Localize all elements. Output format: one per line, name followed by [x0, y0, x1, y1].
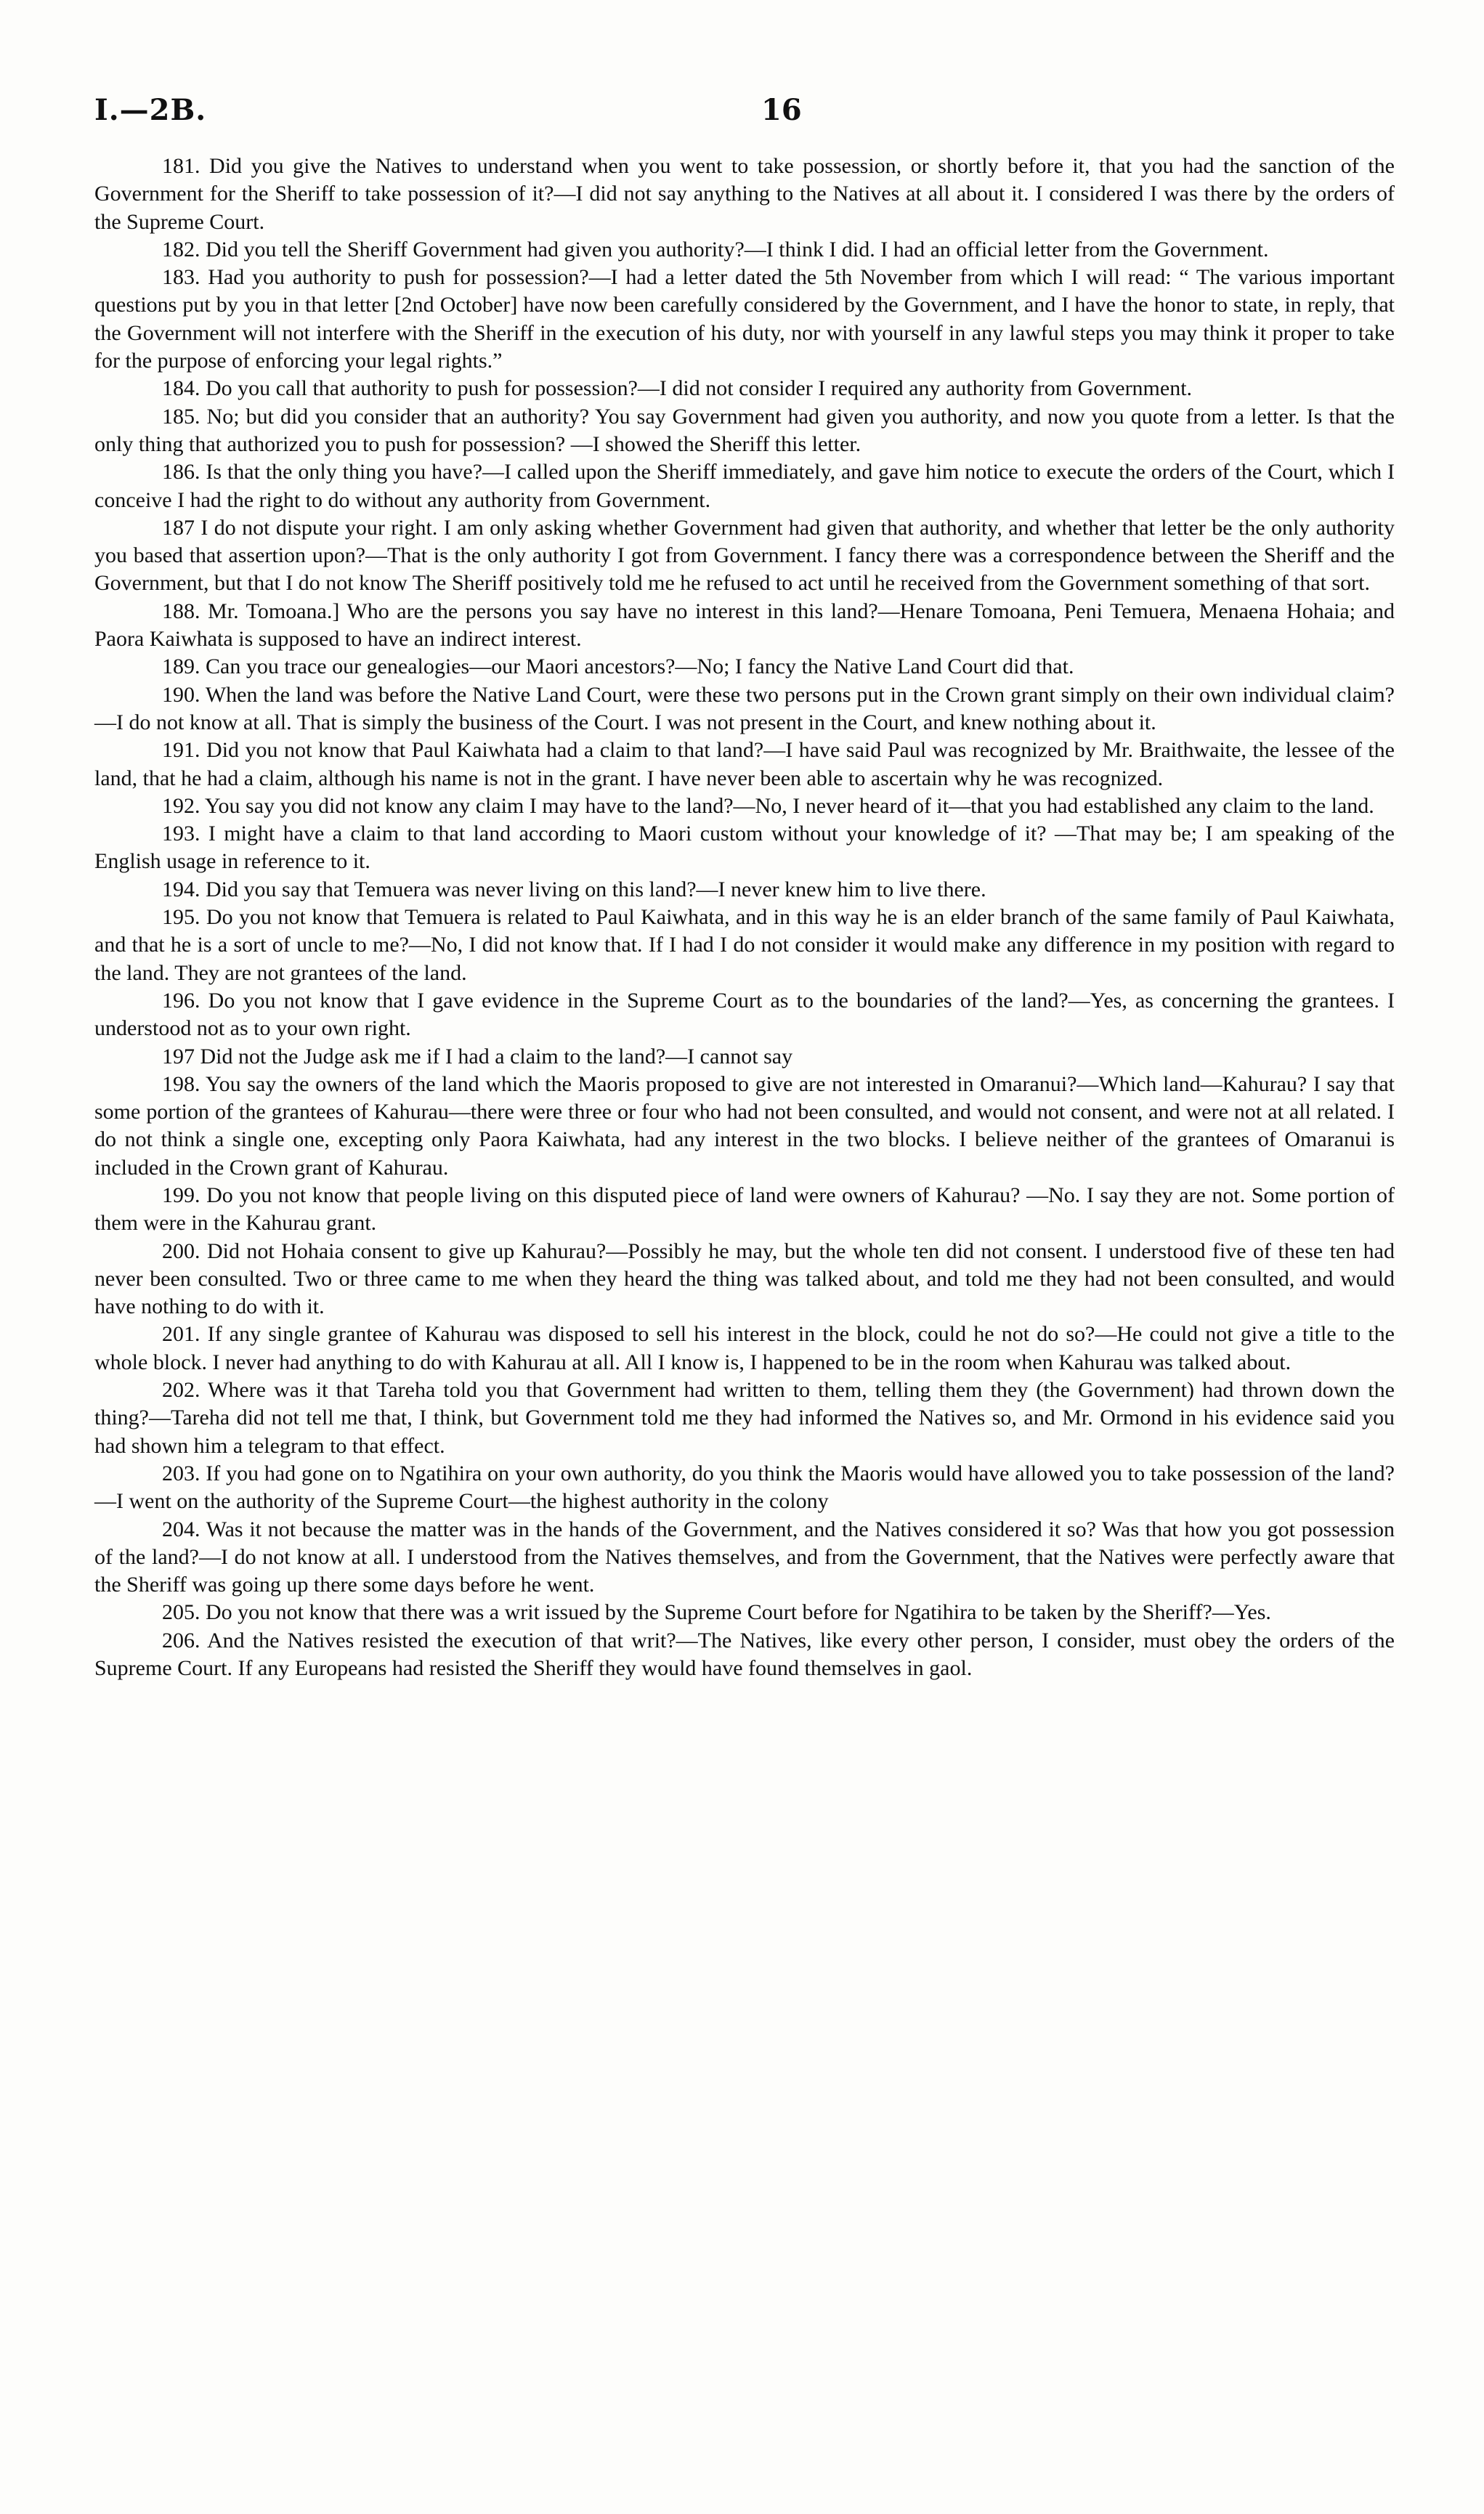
question-191: 191. Did you not know that Paul Kaiwhata had a claim to that land?—I have said Paul was recognized by Mr. Braithwaite, the lessee of the land, that he had a claim, although his name is not in the grant. I have never been able to ascertain why he was recognized. — [94, 738, 1395, 790]
question-185: 185. No; but did you consider that an authority? You say Government had given you authority, and now you quote from a letter. Is that the only thing that authorized you to push for possession? —I showed the Sheriff this letter. — [94, 404, 1395, 456]
question-205: 205. Do you not know that there was a writ issued by the Supreme Court before for Ngatihira to be taken by the Sheriff?—Yes. — [162, 1600, 1271, 1625]
question-206: 206. And the Natives resisted the execution of that writ?—The Natives, like every other person, I consider, must obey the orders of the Supreme Court. If any Europeans had resisted the Sheriff they would have found themselves in gaol. — [94, 1628, 1395, 1681]
question-203: 203. If you had gone on to Ngatihira on your own authority, do you think the Maoris would have allowed you to take possession of the land?—I went on the authority of the Supreme Court—the highest authority in the colony — [94, 1461, 1395, 1514]
question-193: 193. I might have a claim to that land according to Maori custom without your knowledge of it? —That may be; I am speaking of the English usage in reference to it. — [94, 822, 1395, 874]
question-183: 183. Had you authority to push for possession?—I had a letter dated the 5th November from which I will read: “ The various important questions put by you in that letter [2nd October] have now been carefully considered by the Government, and I have the honor to state, in reply, that the Government will not interfere with the Sheriff in the execution of his duty, nor with yourself in any lawful steps you may think it proper to take for the purpose of enforcing your legal rights.” — [94, 265, 1395, 373]
question-187: 187 I do not dispute your right. I am only asking whether Government had given that authority, and whether that letter be the only authority you based that assertion upon?—That is the only authority I got from Government. I fancy there was a correspondence between the Sheriff and the Government, but that I do not know The Sheriff positively told me he refused to act until he received from the Government something of that sort. — [94, 515, 1395, 596]
page-header — [94, 93, 1395, 137]
evidence-body — [94, 153, 1395, 1682]
question-182: 182. Did you tell the Sheriff Government had given you authority?—I think I did. I had an official letter from the Government. — [162, 237, 1269, 261]
question-202: 202. Where was it that Tareha told you that Government had written to them, telling them they (the Government) had thrown down the thing?—Tareha did not tell me that, I think, but Government told me they had informed the Natives so, and Mr. Ormond in his evidence said you had shown him a telegram to that effect. — [94, 1378, 1395, 1458]
question-194: 194. Did you say that Temuera was never living on this land?—I never knew him to live there. — [162, 877, 986, 901]
question-197: 197 Did not the Judge ask me if I had a claim to the land?—I cannot say — [162, 1044, 793, 1069]
question-204: 204. Was it not because the matter was in the hands of the Government, and the Natives considered it so? Was that how you got possession of the land?—I do not know at all. I understood from the Natives themselves, and from the Government, that the Natives were perfectly aware that the Sheriff was going up there some days before he went. — [94, 1517, 1395, 1597]
question-195: 195. Do you not know that Temuera is related to Paul Kaiwhata, and in this way he is an elder branch of the same family of Paul Kaiwhata, and that he is a sort of uncle to me?—No, I did not know that. If I had I do not consider it would make any difference in my position with regard to the land. They are not grantees of the land. — [94, 905, 1395, 985]
question-188: 188. Mr. Tomoana.] Who are the persons you say have no interest in this land?—Henare Tomoana, Peni Temuera, Menaena Hohaia; and Paora Kaiwhata is supposed to have an indirect interest. — [94, 599, 1395, 652]
page-number: 16 — [761, 93, 802, 127]
question-196: 196. Do you not know that I gave evidence in the Supreme Court as to the boundaries of the land?—Yes, as concerning the grantees. I understood not as to your own right. — [94, 988, 1395, 1041]
question-199: 199. Do you not know that people living on this disputed piece of land were owners of Kahurau? —No. I say they are not. Some portion of them were in the Kahurau grant. — [94, 1183, 1395, 1236]
question-186: 186. Is that the only thing you have?—I called upon the Sheriff immediately, and gave him notice to execute the orders of the Court, which I conceive I had the right to do without any authority from Government. — [94, 460, 1395, 512]
question-181: 181. Did you give the Natives to understand when you went to take possession, or shortly before it, that you had the sanction of the Government for the Sheriff to take possession of it?—I did not say anything to the Natives at all about it. I considered I was there by the orders of the Supreme Court. — [94, 154, 1395, 234]
question-200: 200. Did not Hohaia consent to give up Kahurau?—Possibly he may, but the whole ten did not consent. I understood five of these ten had never been consulted. Two or three came to me when they heard the thing was talked about, and told me they had not been consulted, and would have nothing to do with it. — [94, 1238, 1395, 1319]
question-198: 198. You say the owners of the land which the Maoris proposed to give are not interested in Omaranui?—Which land—Kahurau? I say that some portion of the grantees of Kahurau—there were three or four who had not been consulted, and would not consent, and were not at all related. I do not think a single one, excepting only Paora Kaiwhata, had any interest in the two blocks. I believe neither of the grantees of Omaranui is included in the Crown grant of Kahurau. — [94, 1071, 1395, 1180]
question-201: 201. If any single grantee of Kahurau was disposed to sell his interest in the block, could he not do so?—He could not give a title to the whole block. I never had anything to do with Kahurau at all. All I know is, I happened to be in the room when Kahurau was talked about. — [94, 1322, 1395, 1374]
document-reference: I.—2B. — [94, 93, 207, 127]
question-189: 189. Can you trace our genealogies—our Maori ancestors?—No; I fancy the Native Land Court did that. — [162, 654, 1074, 679]
question-192: 192. You say you did not know any claim I may have to the land?—No, I never heard of it—that you had established any claim to the land. — [162, 793, 1374, 818]
question-184: 184. Do you call that authority to push for possession?—I did not consider I required any authority from Government. — [162, 376, 1193, 401]
question-190: 190. When the land was before the Native Land Court, were these two persons put in the Crown grant simply on their own individual claim?—I do not know at all. That is simply the business of the Court. I was not present in the Court, and knew nothing about it. — [94, 682, 1395, 734]
